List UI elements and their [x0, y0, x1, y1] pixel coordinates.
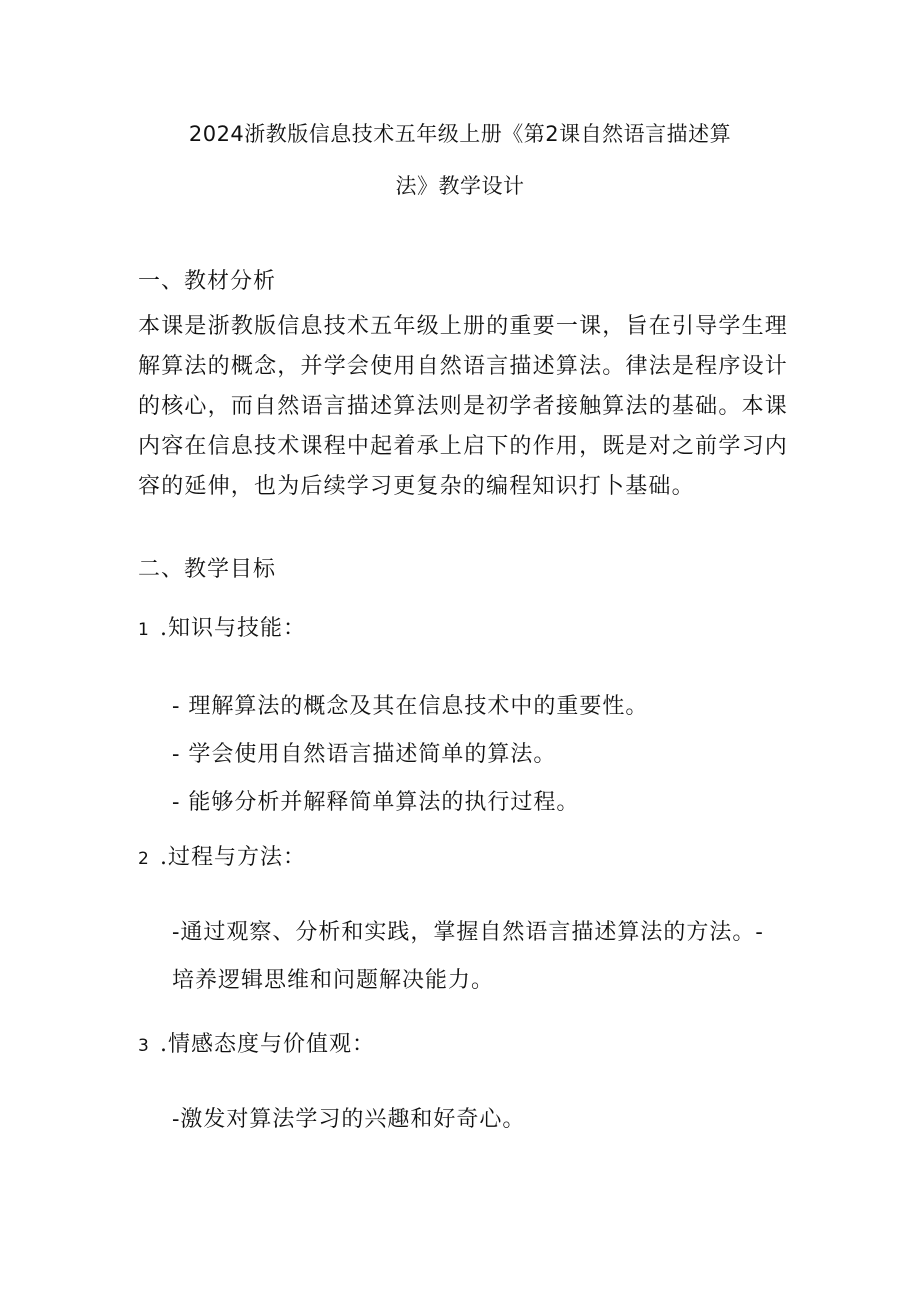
paragraph-text: 本课是浙教版信息技术五年级上册的重要一课，旨在引导学生理解算法的概念，并学会使用自然语言描述算法。律法是程序设计的核心，而自然语言描述算法则是初学者接触算法的基础。本课内容在信息技术课程中起着承上启下的作用，既是对之前学习内容的延伸，也为后续学习更复杂的编程知识打卜基础。 — [138, 314, 788, 499]
goal-1-bullet-2: - 学会使用自然语言描述简单的算法。 — [172, 742, 557, 767]
title-line-1: 2024浙教版信息技术五年级上册《第2课自然语言描述算 — [188, 122, 732, 146]
goal-1-bullet-1: - 理解算法的概念及其在信息技术中的重要性。 — [172, 694, 649, 719]
section-heading-teaching-goals: 二、教学目标 — [138, 557, 277, 582]
goal-number: 1 — [138, 620, 150, 640]
goal-item-2 — [138, 840, 306, 871]
title-line-2: 法》教学设计 — [395, 174, 525, 198]
goal-number: 2 — [138, 849, 150, 869]
goal-3-line-1: -激发对算法学习的兴趣和好奇心。 — [172, 1107, 526, 1132]
goal-label: .情感态度与价值观： — [160, 1032, 375, 1057]
goal-3-text — [172, 1096, 784, 1144]
goal-item-3 — [138, 1027, 375, 1058]
goal-label: .过程与方法： — [160, 845, 306, 870]
goal-2-line-1: -通过观察、分析和实践，掌握自然语言描述算法的方法。- — [172, 920, 764, 945]
goal-item-1 — [138, 611, 306, 642]
goal-label: .知识与技能： — [160, 616, 306, 641]
goal-2-text — [172, 909, 784, 1005]
textbook-analysis-paragraph — [138, 307, 788, 507]
goal-1-bullet-3: - 能够分析并解释简单算法的执行过程。 — [172, 790, 580, 815]
section-heading-textbook-analysis: 一、教材分析 — [138, 269, 277, 294]
goal-2-line-2: 培养逻辑思维和问题解决能力。 — [172, 968, 495, 993]
goal-number: 3 — [138, 1036, 150, 1056]
